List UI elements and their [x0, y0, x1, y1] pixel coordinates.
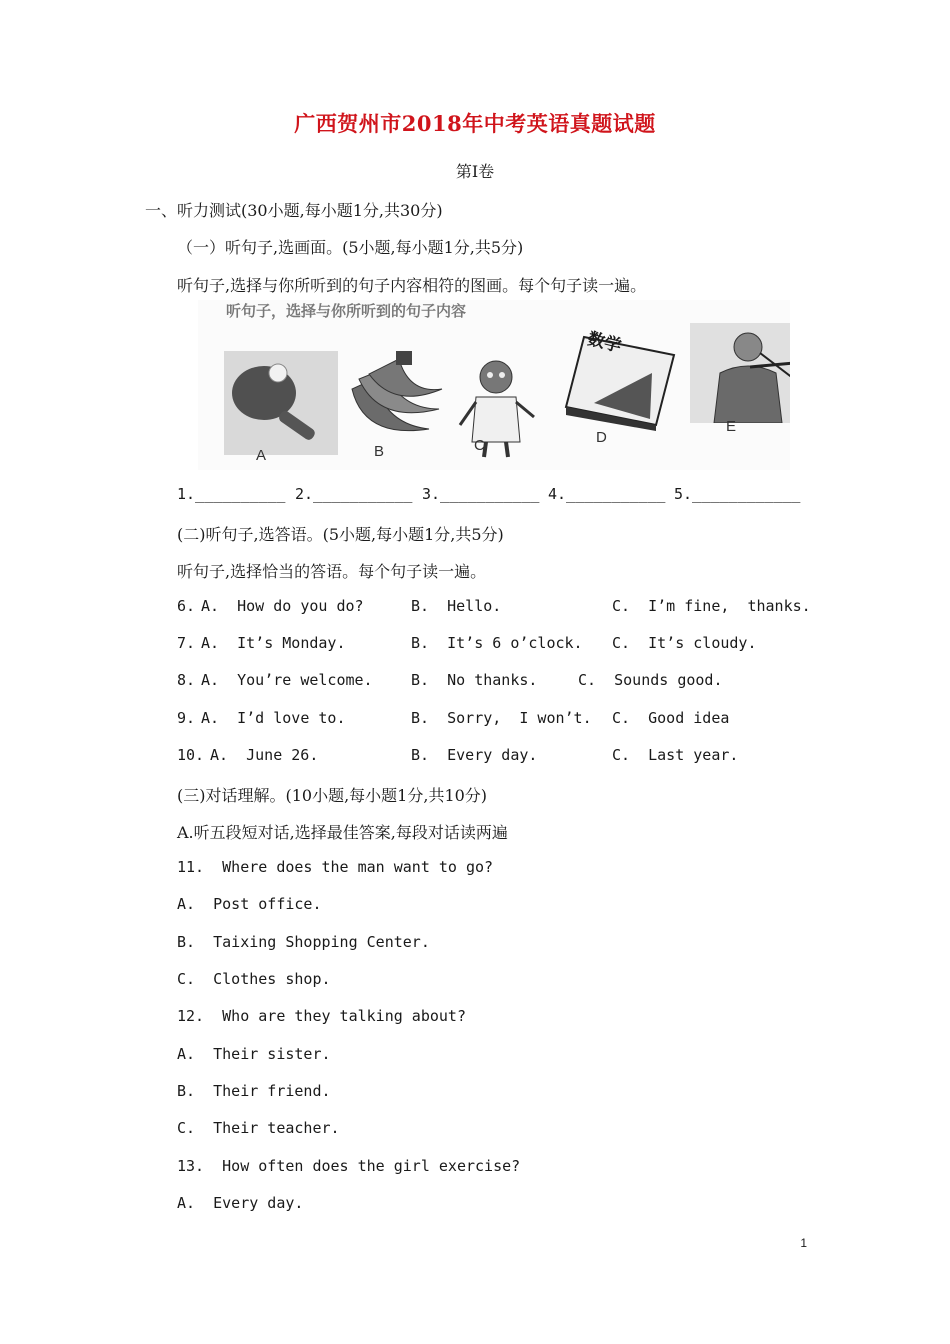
- part2-heading: (二)听句子,选答语。(5小题,每小题1分,共5分): [177, 525, 504, 544]
- document-title: 广西贺州市2018年中考英语真题试题: [294, 111, 656, 136]
- part1-heading: （一）听句子,选画面。(5小题,每小题1分,共5分): [177, 238, 524, 257]
- volume-label: 第Ⅰ卷: [455, 162, 495, 181]
- section-heading: 一、听力测试(30小题,每小题1分,共30分): [145, 201, 443, 220]
- part1-instruction: 听句子,选择与你所听到的句子内容相符的图画。每个句子读一遍。: [177, 276, 647, 295]
- question-number: 6.: [177, 597, 196, 615]
- part3-subheading: A.听五段短对话,选择最佳答案,每段对话读两遍: [177, 823, 508, 842]
- math-book-icon: [544, 314, 656, 414]
- question-text: 12. Who are they talking about?: [177, 1007, 466, 1025]
- question-number: 10.: [177, 746, 205, 764]
- option-b[interactable]: B. Hello.: [411, 597, 502, 615]
- doctor-icon: [434, 328, 518, 440]
- option-a[interactable]: A. Their sister.: [177, 1045, 331, 1063]
- picture-label-b: B: [374, 443, 385, 460]
- option-c[interactable]: C. Their teacher.: [177, 1119, 340, 1137]
- option-c[interactable]: C. Last year.: [612, 746, 739, 764]
- option-a[interactable]: A. Every day.: [177, 1194, 304, 1212]
- bananas-icon: [324, 330, 424, 440]
- option-a[interactable]: A. You’re welcome.: [201, 671, 373, 689]
- question-text: 13. How often does the girl exercise?: [177, 1157, 521, 1175]
- question-text: 11. Where does the man want to go?: [177, 858, 494, 876]
- picture-label-a: A: [256, 447, 267, 464]
- option-c[interactable]: C. It’s cloudy.: [612, 634, 757, 652]
- answer-blank-3[interactable]: 3.___________: [422, 485, 540, 503]
- listening-pictures: [198, 300, 790, 470]
- question-number: 7.: [177, 634, 196, 652]
- option-a[interactable]: A. I’d love to.: [201, 709, 346, 727]
- option-a[interactable]: A. How do you do?: [201, 597, 364, 615]
- picture-label-c: C: [474, 437, 485, 454]
- part3-heading: (三)对话理解。(10小题,每小题1分,共10分): [177, 786, 488, 805]
- answer-blank-2[interactable]: 2.___________: [295, 485, 413, 503]
- option-b[interactable]: B. It’s 6 o’clock.: [411, 634, 583, 652]
- option-c[interactable]: C. Good idea: [612, 709, 730, 727]
- option-c[interactable]: C. Clothes shop.: [177, 970, 331, 988]
- question-number: 8.: [177, 671, 196, 689]
- part2-instruction: 听句子,选择恰当的答语。每个句子读一遍。: [177, 562, 487, 581]
- option-b[interactable]: B. Taixing Shopping Center.: [177, 933, 430, 951]
- option-b[interactable]: B. Their friend.: [177, 1082, 331, 1100]
- violinist-icon: [670, 304, 786, 404]
- answer-blank-1[interactable]: 1.__________: [177, 485, 286, 503]
- answer-blank-4[interactable]: 4.___________: [548, 485, 666, 503]
- math-book-title: 数学: [585, 329, 624, 357]
- page-number: 1: [800, 1236, 807, 1250]
- option-b[interactable]: B. Every day.: [411, 746, 538, 764]
- option-a[interactable]: A. It’s Monday.: [201, 634, 346, 652]
- question-number: 9.: [177, 709, 196, 727]
- option-a[interactable]: A. June 26.: [210, 746, 319, 764]
- picture-label-d: D: [596, 429, 607, 446]
- option-c[interactable]: C. I’m fine, thanks.: [612, 597, 811, 615]
- answer-blank-5[interactable]: 5.____________: [674, 485, 801, 503]
- picture-label-e: E: [726, 418, 737, 435]
- option-c[interactable]: C. Sounds good.: [578, 671, 723, 689]
- option-b[interactable]: B. No thanks.: [411, 671, 538, 689]
- option-a[interactable]: A. Post office.: [177, 895, 322, 913]
- picture-header: 听句子，选择与你所听到的句子内容: [226, 302, 467, 320]
- ping-pong-paddle-icon: [204, 332, 318, 436]
- option-b[interactable]: B. Sorry, I won’t.: [411, 709, 592, 727]
